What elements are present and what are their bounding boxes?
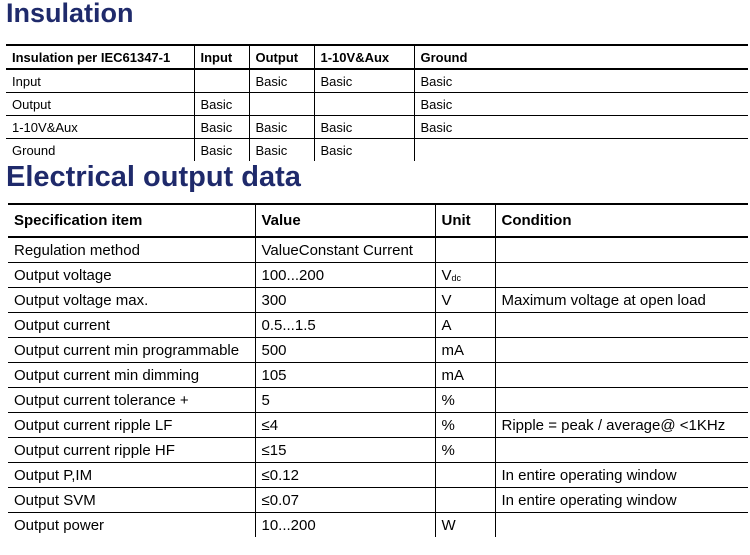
table-cell: ≤15 <box>255 438 435 463</box>
table-row <box>8 463 748 488</box>
table-cell: 500 <box>255 338 435 363</box>
electrical-table-body <box>8 237 748 537</box>
table-cell: W <box>435 513 495 538</box>
table-cell: Output SVM <box>8 488 255 513</box>
table-cell <box>495 263 748 288</box>
table-cell <box>495 313 748 338</box>
table-cell: In entire operating window <box>495 488 748 513</box>
table-cell: Output current min dimming <box>8 363 255 388</box>
table-cell: Basic <box>414 69 748 93</box>
table-cell <box>435 488 495 513</box>
table-cell: Basic <box>314 139 414 162</box>
table-cell: Basic <box>314 116 414 139</box>
table-cell: In entire operating window <box>495 463 748 488</box>
table-cell: mA <box>435 338 495 363</box>
electrical-header-cell: Specification item <box>8 204 255 237</box>
table-row <box>6 93 748 116</box>
insulation-table <box>6 44 748 161</box>
table-cell: 10...200 <box>255 513 435 538</box>
table-cell <box>495 363 748 388</box>
table-cell: Basic <box>414 93 748 116</box>
table-cell <box>435 237 495 263</box>
table-row <box>8 338 748 363</box>
table-row <box>8 263 748 288</box>
table-row <box>8 363 748 388</box>
table-cell: Basic <box>249 116 314 139</box>
electrical-header-cell: Condition <box>495 204 748 237</box>
table-cell <box>314 93 414 116</box>
table-cell: 105 <box>255 363 435 388</box>
table-row <box>8 237 748 263</box>
table-cell: % <box>435 438 495 463</box>
table-cell: V <box>435 288 495 313</box>
table-cell: 5 <box>255 388 435 413</box>
table-row <box>8 388 748 413</box>
table-cell: Output current <box>8 313 255 338</box>
table-cell: Output voltage <box>8 263 255 288</box>
table-cell: 1-10V&Aux <box>6 116 194 139</box>
table-cell: ValueConstant Current <box>255 237 435 263</box>
table-cell: Output current min programmable <box>8 338 255 363</box>
table-cell: 0.5...1.5 <box>255 313 435 338</box>
table-cell <box>435 263 495 288</box>
insulation-header-cell: Insulation per IEC61347-1 <box>6 45 194 69</box>
insulation-header-cell: Output <box>249 45 314 69</box>
electrical-table <box>8 203 748 537</box>
table-cell: Maximum voltage at open load <box>495 288 748 313</box>
table-cell: Output P,IM <box>8 463 255 488</box>
table-cell: Output current tolerance + <box>8 388 255 413</box>
table-cell: Regulation method <box>8 237 255 263</box>
insulation-header-cell: Ground <box>414 45 748 69</box>
unit-text: V <box>441 266 452 284</box>
table-row <box>8 513 748 538</box>
table-cell: Basic <box>414 116 748 139</box>
electrical-header-cell: Unit <box>435 204 495 237</box>
table-row <box>6 69 748 93</box>
table-cell: A <box>435 313 495 338</box>
table-cell: Basic <box>314 69 414 93</box>
table-cell <box>495 338 748 363</box>
table-row <box>8 288 748 313</box>
table-row <box>8 438 748 463</box>
table-row <box>8 488 748 513</box>
table-cell: % <box>435 388 495 413</box>
table-cell: Basic <box>194 93 249 116</box>
table-cell: Output power <box>14 516 105 534</box>
table-cell: % <box>435 413 495 438</box>
table-cell: Output current ripple LF <box>8 413 255 438</box>
table-cell: Output <box>6 93 194 116</box>
table-cell: Basic <box>249 139 314 162</box>
table-cell: mA <box>435 363 495 388</box>
table-cell <box>414 139 748 162</box>
electrical-title: Electrical output data <box>6 161 301 193</box>
table-cell: Basic <box>249 69 314 93</box>
table-cell: ≤4 <box>255 413 435 438</box>
insulation-header-row <box>6 45 748 69</box>
table-row <box>6 139 748 162</box>
insulation-header-cell: Input <box>194 45 249 69</box>
electrical-header-cell: Value <box>255 204 435 237</box>
table-cell: Ground <box>12 142 56 158</box>
table-row <box>8 313 748 338</box>
table-cell <box>495 237 748 263</box>
table-cell: Basic <box>194 116 249 139</box>
insulation-title: Insulation <box>6 0 134 28</box>
table-cell: Input <box>6 69 194 93</box>
table-cell: Output voltage max. <box>8 288 255 313</box>
table-cell <box>249 93 314 116</box>
table-cell <box>435 463 495 488</box>
table-cell <box>495 438 748 463</box>
table-cell: ≤0.07 <box>255 488 435 513</box>
table-cell <box>194 69 249 93</box>
table-cell: Basic <box>194 139 249 162</box>
insulation-header-cell: 1-10V&Aux <box>314 45 414 69</box>
table-cell: Ripple = peak / average@ <1KHz <box>495 413 748 438</box>
table-cell: ≤0.12 <box>255 463 435 488</box>
table-cell <box>495 513 748 538</box>
table-row <box>6 116 748 139</box>
table-cell: 300 <box>255 288 435 313</box>
table-cell: 100...200 <box>255 263 435 288</box>
unit-subscript: dc <box>451 272 462 283</box>
table-row <box>8 413 748 438</box>
electrical-header-row <box>8 204 748 237</box>
table-cell <box>495 388 748 413</box>
table-cell: Output current ripple HF <box>8 438 255 463</box>
